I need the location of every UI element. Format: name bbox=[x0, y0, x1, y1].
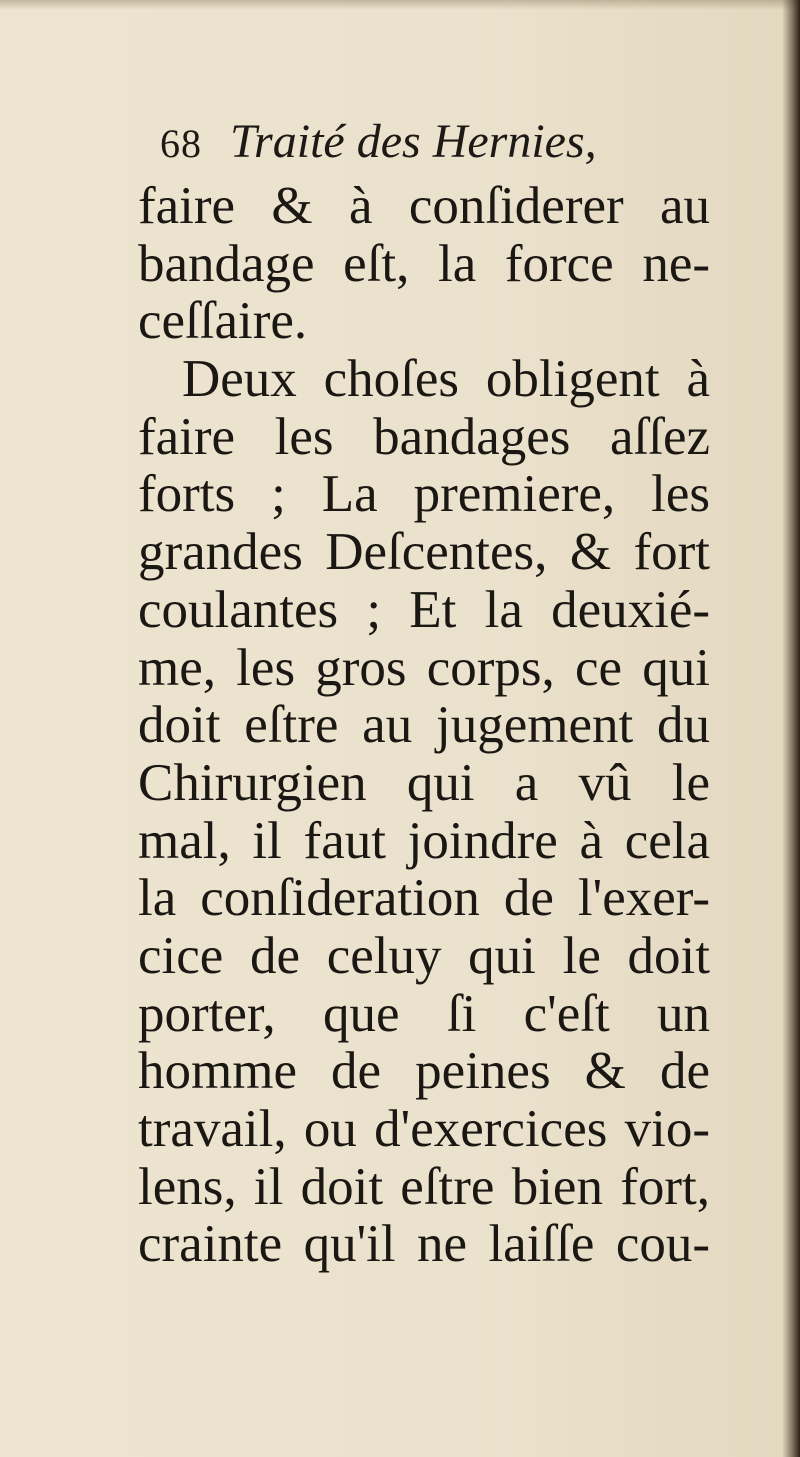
running-title: Traité des Hernies, bbox=[230, 115, 597, 168]
text-line: la conſideration de l'exer- bbox=[138, 869, 710, 928]
text-line: crainte qu'il ne laiſſe cou- bbox=[138, 1215, 710, 1274]
text-line: cice de celuy qui le doit bbox=[138, 926, 710, 985]
text-line: mal, il faut joindre à cela bbox=[138, 811, 710, 870]
text-line: coulantes ; Et la deuxié- bbox=[138, 580, 710, 639]
page-number: 68 bbox=[160, 121, 202, 166]
text-line: grandes Deſcentes, & fort bbox=[138, 523, 710, 582]
text-line: me, les gros corps, ce qui bbox=[138, 638, 710, 697]
text-line: forts ; La premiere, les bbox=[138, 465, 710, 524]
page-top-shadow bbox=[0, 0, 800, 10]
body-text bbox=[138, 178, 710, 1274]
running-head bbox=[160, 114, 597, 169]
text-line: doit eſtre au jugement du bbox=[138, 696, 710, 755]
text-line: faire & à conſiderer au bbox=[138, 177, 710, 235]
text-line: travail, ou d'exercices vio- bbox=[138, 1100, 710, 1158]
text-line: porter, que ſi c'eſt un bbox=[138, 984, 710, 1043]
text-line: bandage eſt, la force ne- bbox=[138, 234, 710, 293]
text-line: lens, il doit eſtre bien fort, bbox=[138, 1157, 710, 1216]
text-line: ceſſaire. bbox=[138, 292, 308, 351]
text-line: faire les bandages aſſez bbox=[138, 407, 710, 466]
binding-edge-shadow bbox=[782, 0, 800, 1457]
text-line: Deux choſes obligent à bbox=[182, 350, 710, 409]
text-line: homme de peines & de bbox=[138, 1042, 710, 1101]
text-line: Chirurgien qui a vû le bbox=[138, 753, 710, 812]
